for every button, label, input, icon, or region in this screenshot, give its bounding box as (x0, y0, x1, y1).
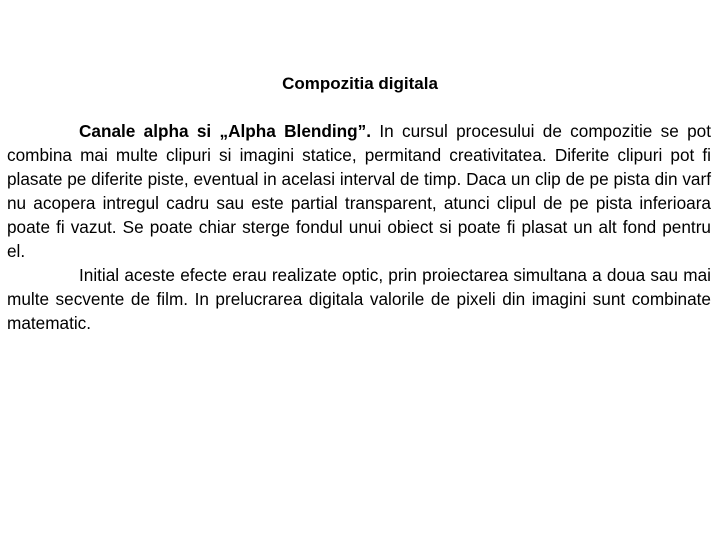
paragraph-lead: Canale alpha si „Alpha Blending”. (79, 121, 372, 141)
paragraph-text: In cursul procesului de compozitie se pot combina mai multe clipuri si imagini statice, permitand creativitatea. Diferite clipuri pot fi plasate pe diferite piste, eventual in acelasi interval de timp. Daca un clip de pe pista din varf nu acopera intregul cadru sau este partial transparent, atunci clipul de pe pista inferioara poate fi vazut. Se poate chiar sterge fondul unui obiect si poate fi plasat un alt fond pentru el. (7, 121, 711, 261)
paragraph-optical-effects (7, 263, 711, 335)
slide-title: Compozitia digitala (282, 74, 438, 93)
paragraph-text: Initial aceste efecte erau realizate optic, prin proiectarea simultana a doua sau mai multe secvente de film. In prelucrarea digitala valorile de pixeli din imagini sunt combinate matematic. (7, 265, 711, 333)
paragraph-alpha-blending (7, 119, 711, 263)
slide-body (7, 119, 711, 335)
